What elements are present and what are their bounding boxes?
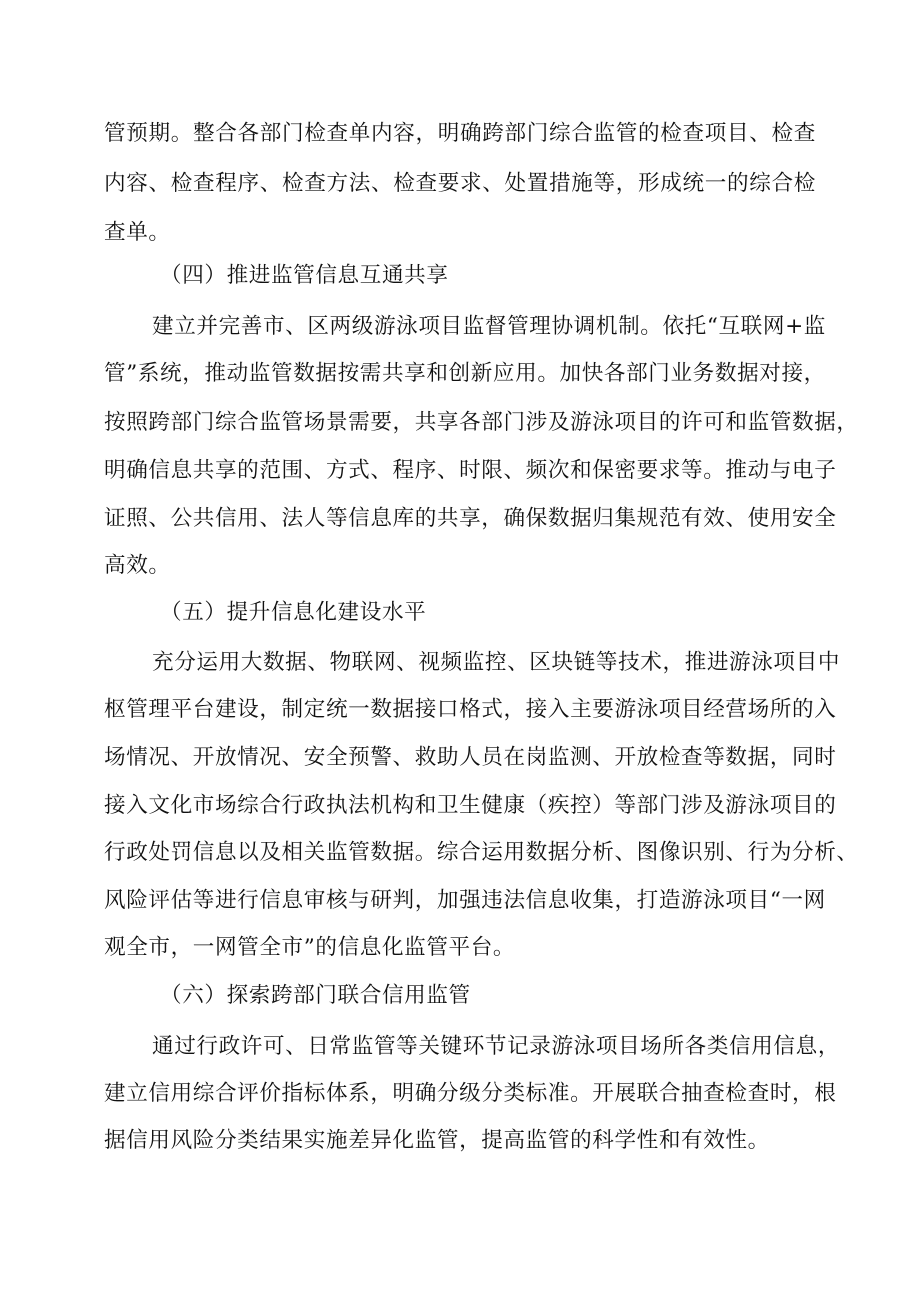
- paragraph-line: 接入文化市场综合行政执法机构和卫生健康（疾控）等部门涉及游泳项目的: [104, 793, 837, 818]
- paragraph-line: 明确信息共享的范围、方式、程序、时限、频次和保密要求等。推动与电子: [104, 458, 837, 483]
- paragraph-line: 通过行政许可、日常监管等关键环节记录游泳项目场所各类信用信息，: [152, 1034, 841, 1059]
- paragraph-line: 据信用风险分类结果实施差异化监管，提高监管的科学性和有效性。: [104, 1128, 770, 1153]
- paragraph-line: 观全市，一网管全市”的信息化监管平台。: [104, 935, 516, 960]
- paragraph-line: 场情况、开放情况、安全预警、救助人员在岗监测、开放检查等数据，同时: [104, 745, 837, 770]
- paragraph-line: 建立并完善市、区两级游泳项目监督管理协调机制。依托“互联网+监: [152, 314, 826, 339]
- paragraph-line: 枢管理平台建设，制定统一数据接口格式，接入主要游泳项目经营场所的入: [104, 697, 837, 722]
- section-heading-4: （四）推进监管信息互通共享: [160, 263, 449, 288]
- paragraph-line: 高效。: [104, 553, 171, 578]
- paragraph-line: 建立信用综合评价指标体系，明确分级分类标准。开展联合抽查检查时，根: [104, 1081, 837, 1106]
- paragraph-line: 内容、检查程序、检查方法、检查要求、处置措施等，形成统一的综合检: [104, 171, 816, 196]
- paragraph-line: 行政处罚信息以及相关监管数据。综合运用数据分析、图像识别、行为分析、: [104, 840, 859, 865]
- paragraph-line: 管”系统，推动监管数据按需共享和创新应用。加快各部门业务数据对接，: [104, 361, 826, 386]
- paragraph-line: 按照跨部门综合监管场景需要，共享各部门涉及游泳项目的许可和监管数据，: [104, 410, 859, 435]
- paragraph-line: 查单。: [104, 220, 171, 245]
- paragraph-line: 充分运用大数据、物联网、视频监控、区块链等技术，推进游泳项目中: [152, 650, 841, 675]
- section-heading-6: （六）探索跨部门联合信用监管: [160, 983, 471, 1008]
- paragraph-line: 管预期。整合各部门检查单内容，明确跨部门综合监管的检查项目、检查: [104, 121, 816, 146]
- paragraph-line: 风险评估等进行信息审核与研判，加强违法信息收集，打造游泳项目“一网: [104, 888, 826, 913]
- section-heading-5: （五）提升信息化建设水平: [160, 600, 427, 625]
- paragraph-line: 证照、公共信用、法人等信息库的共享，确保数据归集规范有效、使用安全: [104, 506, 837, 531]
